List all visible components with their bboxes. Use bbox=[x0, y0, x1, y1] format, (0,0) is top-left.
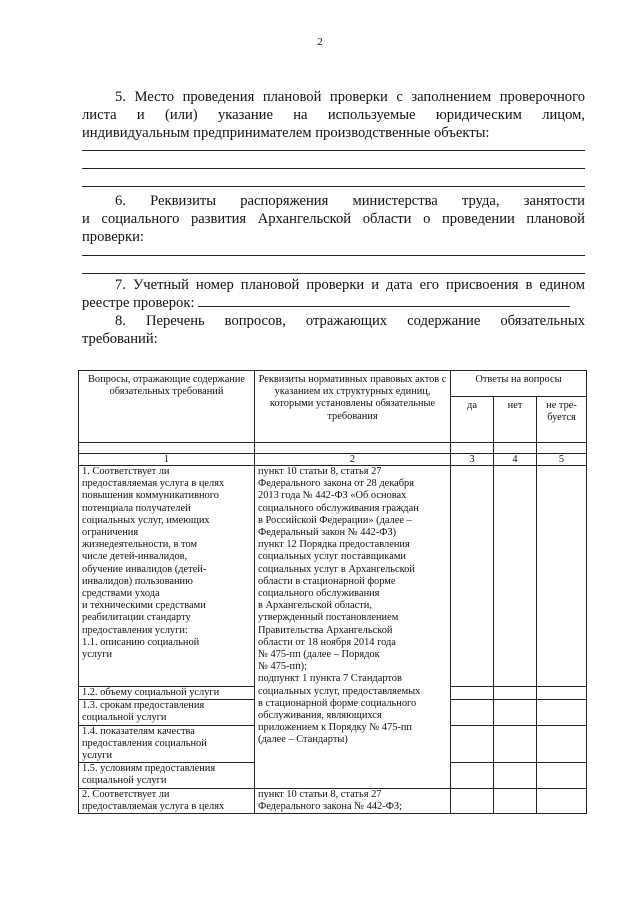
section-5-line-1: 5. Место проведения плановой проверки с заполнением проверочного bbox=[115, 89, 585, 105]
header-yes: да bbox=[451, 397, 494, 443]
section-8-line-2: требований: bbox=[82, 331, 158, 347]
page-number: 2 bbox=[317, 36, 323, 48]
legal-refs-1: пункт 10 статьи 8, статья 27 Федерального закона от 28 декабря 2013 года № 442-ФЗ «Об основах социального обслуживания граждан в Российской Федерации» (далее – Федеральный закон № 442-ФЗ) пункт 12 Порядка предоставления социальных услуг поставщиками социальных услуг в Архангельской области в стационарной форме социального обслуживания в Архангельской области, утвержденный постановлением Правительства Архангельской области от 18 ноября 2014 года № 475-пп (далее – Порядок № 475-пп); подпункт 1 пункта 7 Стандартов социальных услуг, предоставляемых в стационарной форме социального обслуживания, являющихся приложением к Порядку № 475-пп (далее – Стандарты) bbox=[255, 466, 451, 789]
column-number: 5 bbox=[537, 454, 587, 466]
section-5 bbox=[82, 88, 585, 142]
answer-yes-cell[interactable] bbox=[451, 788, 494, 813]
header-questions: Вопросы, отражающие содержание обязательных требований bbox=[79, 371, 255, 443]
question-1-3: 1.3. срокам предоставления социальной услуги bbox=[79, 700, 255, 725]
column-number: 1 bbox=[79, 454, 255, 466]
section-7-line-2 bbox=[82, 294, 585, 312]
blank-line bbox=[82, 255, 585, 256]
header-no: нет bbox=[494, 397, 537, 443]
answer-yes-cell[interactable] bbox=[451, 725, 494, 763]
section-5-line-2: листа и (или) указание на используемые юридическим лицом, bbox=[82, 107, 585, 123]
answer-na-cell[interactable] bbox=[537, 687, 587, 700]
table-row bbox=[79, 466, 587, 687]
section-7-line-1: 7. Учетный номер плановой проверки и дата его присвоения в едином bbox=[115, 277, 585, 293]
answer-na-cell[interactable] bbox=[537, 466, 587, 687]
table-spacer bbox=[79, 443, 587, 454]
blank-line bbox=[82, 168, 585, 169]
requirements-table bbox=[78, 370, 587, 814]
header-legal-refs: Реквизиты нормативных правовых актов с указанием их структурных единиц, которыми установлены обязательные требования bbox=[255, 371, 451, 443]
answer-na-cell[interactable] bbox=[537, 788, 587, 813]
answer-na-cell[interactable] bbox=[537, 725, 587, 763]
column-number: 3 bbox=[451, 454, 494, 466]
question-1-2: 1.2. объему социальной услуги bbox=[79, 687, 255, 700]
blank-line bbox=[82, 186, 585, 187]
answer-no-cell[interactable] bbox=[494, 763, 537, 788]
legal-refs-2: пункт 10 статьи 8, статья 27 Федерального закона № 442-ФЗ; bbox=[255, 788, 451, 813]
section-7 bbox=[82, 276, 585, 312]
table-header-row bbox=[79, 371, 587, 397]
section-7-line-2-text: реестре проверок: bbox=[82, 295, 195, 311]
section-5-line-3: индивидуальным предпринимателем производственные объекты: bbox=[82, 125, 490, 141]
table-row bbox=[79, 788, 587, 813]
column-number: 4 bbox=[494, 454, 537, 466]
header-not-required: не тре- буется bbox=[537, 397, 587, 443]
answer-yes-cell[interactable] bbox=[451, 466, 494, 687]
section-6-line-3: проверки: bbox=[82, 229, 144, 245]
answer-na-cell[interactable] bbox=[537, 700, 587, 725]
answer-no-cell[interactable] bbox=[494, 725, 537, 763]
section-6-line-1: 6. Реквизиты распоряжения министерства труда, занятости bbox=[115, 193, 585, 209]
question-1-4: 1.4. показателям качества предоставления социальной услуги bbox=[79, 725, 255, 763]
question-1: 1. Соответствует ли предоставляемая услуга в целях повышения коммуникативного потенциала получателей социальных услуг, имеющих ограничения жизнедеятельности, в том числе детей-инвалидов, обучение инвалидов (детей- инвалидов) пользованию средствами ухода и техническими средствами реабилитации стандарту предоставления услуги: 1.1. описанию социальной услуги bbox=[79, 466, 255, 687]
registry-number-blank bbox=[198, 294, 570, 307]
blank-line bbox=[82, 150, 585, 151]
answer-no-cell[interactable] bbox=[494, 466, 537, 687]
header-answers: Ответы на вопросы bbox=[451, 371, 587, 397]
column-number: 2 bbox=[255, 454, 451, 466]
question-2: 2. Соответствует ли предоставляемая услуга в целях bbox=[79, 788, 255, 813]
answer-no-cell[interactable] bbox=[494, 700, 537, 725]
section-8 bbox=[82, 312, 585, 348]
answer-yes-cell[interactable] bbox=[451, 687, 494, 700]
blank-line bbox=[82, 273, 585, 274]
answer-no-cell[interactable] bbox=[494, 788, 537, 813]
column-number-row bbox=[79, 454, 587, 466]
answer-yes-cell[interactable] bbox=[451, 763, 494, 788]
section-6 bbox=[82, 192, 585, 246]
answer-na-cell[interactable] bbox=[537, 763, 587, 788]
answer-yes-cell[interactable] bbox=[451, 700, 494, 725]
section-8-line-1: 8. Перечень вопросов, отражающих содержание обязательных bbox=[115, 313, 585, 329]
question-1-5: 1.5. условиям предоставления социальной услуги bbox=[79, 763, 255, 788]
answer-no-cell[interactable] bbox=[494, 687, 537, 700]
section-6-line-2: и социального развития Архангельской области о проведении плановой bbox=[82, 211, 585, 227]
